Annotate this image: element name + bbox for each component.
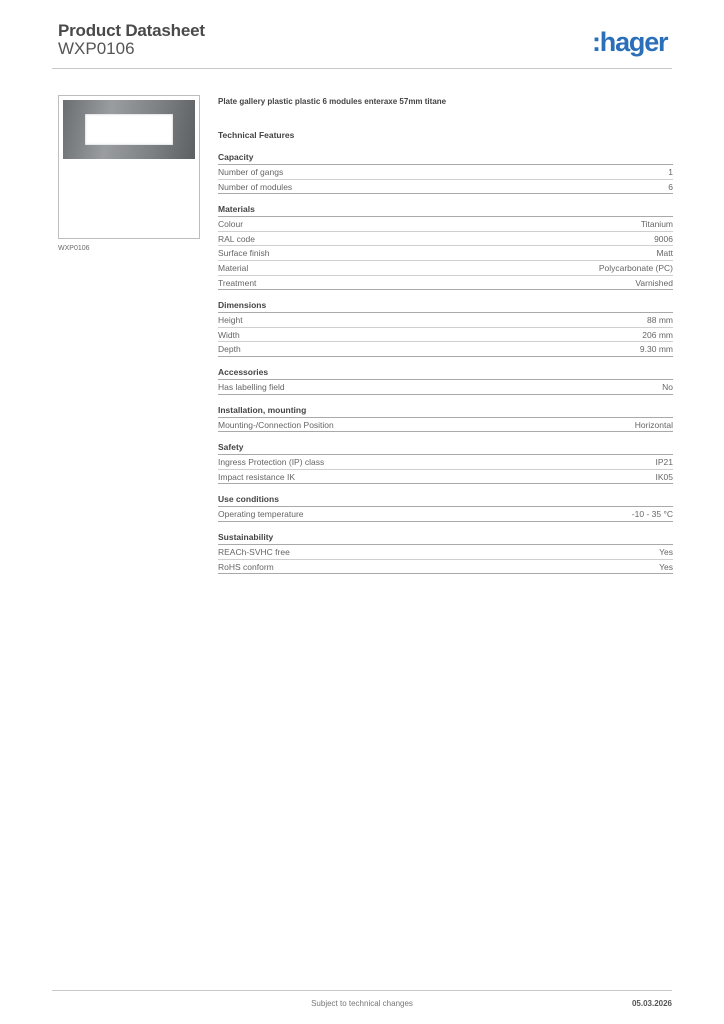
spec-value: Titanium (640, 219, 673, 230)
header-divider (52, 68, 672, 69)
spec-value: 9006 (654, 233, 673, 244)
spec-value: 88 mm (647, 315, 673, 326)
spec-section (218, 151, 673, 194)
plate-graphic (63, 100, 195, 159)
spec-label: Height (218, 315, 243, 326)
spec-label: RAL code (218, 233, 256, 244)
section-title: Capacity (218, 151, 673, 165)
footer-date: 05.03.2026 (631, 999, 672, 1008)
spec-row (218, 545, 673, 560)
page-title: Product Datasheet (58, 21, 205, 40)
spec-row (218, 418, 673, 433)
spec-value: Polycarbonate (PC) (598, 262, 673, 273)
spec-label: REACh-SVHC free (218, 546, 290, 557)
spec-row (218, 507, 673, 522)
spec-label: Number of gangs (218, 167, 284, 177)
plate-window (85, 114, 173, 145)
section-title: Use conditions (218, 493, 673, 507)
spec-value: Yes (659, 546, 673, 557)
spec-value: -10 - 35 °C (631, 509, 673, 520)
spec-section (218, 441, 673, 484)
section-title: Materials (218, 203, 673, 217)
spec-value: 9.30 mm (639, 344, 673, 355)
spec-label: Depth (218, 344, 241, 355)
spec-label: Has labelling field (218, 381, 285, 392)
spec-row (218, 342, 673, 357)
spec-label: Number of modules (218, 181, 293, 192)
product-image (58, 95, 200, 239)
spec-row (218, 276, 673, 291)
section-title: Dimensions (218, 299, 673, 313)
spec-value: IK05 (655, 471, 673, 482)
footer-divider (52, 990, 672, 991)
section-title: Safety (218, 441, 673, 455)
spec-value: No (662, 381, 673, 392)
spec-sections (218, 151, 673, 574)
section-title: Sustainability (218, 531, 673, 545)
spec-section (218, 493, 673, 522)
spec-content (218, 96, 673, 574)
spec-value: Matt (656, 248, 673, 259)
spec-value: 6 (668, 181, 673, 192)
spec-label: Colour (218, 219, 244, 230)
spec-label: Surface finish (218, 248, 270, 259)
hager-logo: :hager (592, 27, 668, 57)
spec-label: Width (218, 329, 240, 340)
product-description: Plate gallery plastic plastic 6 modules enteraxe 57mm titane (218, 97, 447, 106)
product-code: WXP0106 (58, 39, 135, 58)
spec-row (218, 217, 673, 232)
spec-value: IP21 (655, 457, 673, 468)
footer-note: Subject to technical changes (311, 999, 413, 1008)
spec-section (218, 531, 673, 574)
spec-row (218, 180, 673, 195)
spec-row (218, 560, 673, 575)
spec-row (218, 232, 673, 247)
spec-value: 206 mm (642, 329, 673, 340)
spec-value: 1 (668, 167, 673, 177)
spec-row (218, 470, 673, 485)
spec-value: Horizontal (634, 419, 673, 430)
technical-features-title: Technical Features (218, 130, 295, 140)
spec-label: Ingress Protection (IP) class (218, 457, 325, 468)
spec-section (218, 404, 673, 433)
spec-row (218, 328, 673, 343)
spec-label: Treatment (218, 277, 257, 288)
spec-row (218, 261, 673, 276)
spec-section (218, 203, 673, 290)
section-title: Installation, mounting (218, 404, 673, 418)
spec-section (218, 366, 673, 395)
spec-label: Mounting-/Connection Position (218, 419, 334, 430)
spec-section (218, 299, 673, 357)
spec-label: Material (218, 262, 249, 273)
spec-label: Operating temperature (218, 509, 304, 520)
spec-label: Impact resistance IK (218, 471, 296, 482)
spec-value: Yes (659, 561, 673, 572)
product-image-caption: WXP0106 (58, 245, 90, 252)
spec-row (218, 246, 673, 261)
spec-row (218, 313, 673, 328)
spec-row (218, 455, 673, 470)
section-title: Accessories (218, 366, 673, 380)
spec-row (218, 380, 673, 395)
spec-row (218, 165, 673, 180)
spec-value: Varnished (635, 277, 673, 288)
spec-label: RoHS conform (218, 561, 274, 572)
